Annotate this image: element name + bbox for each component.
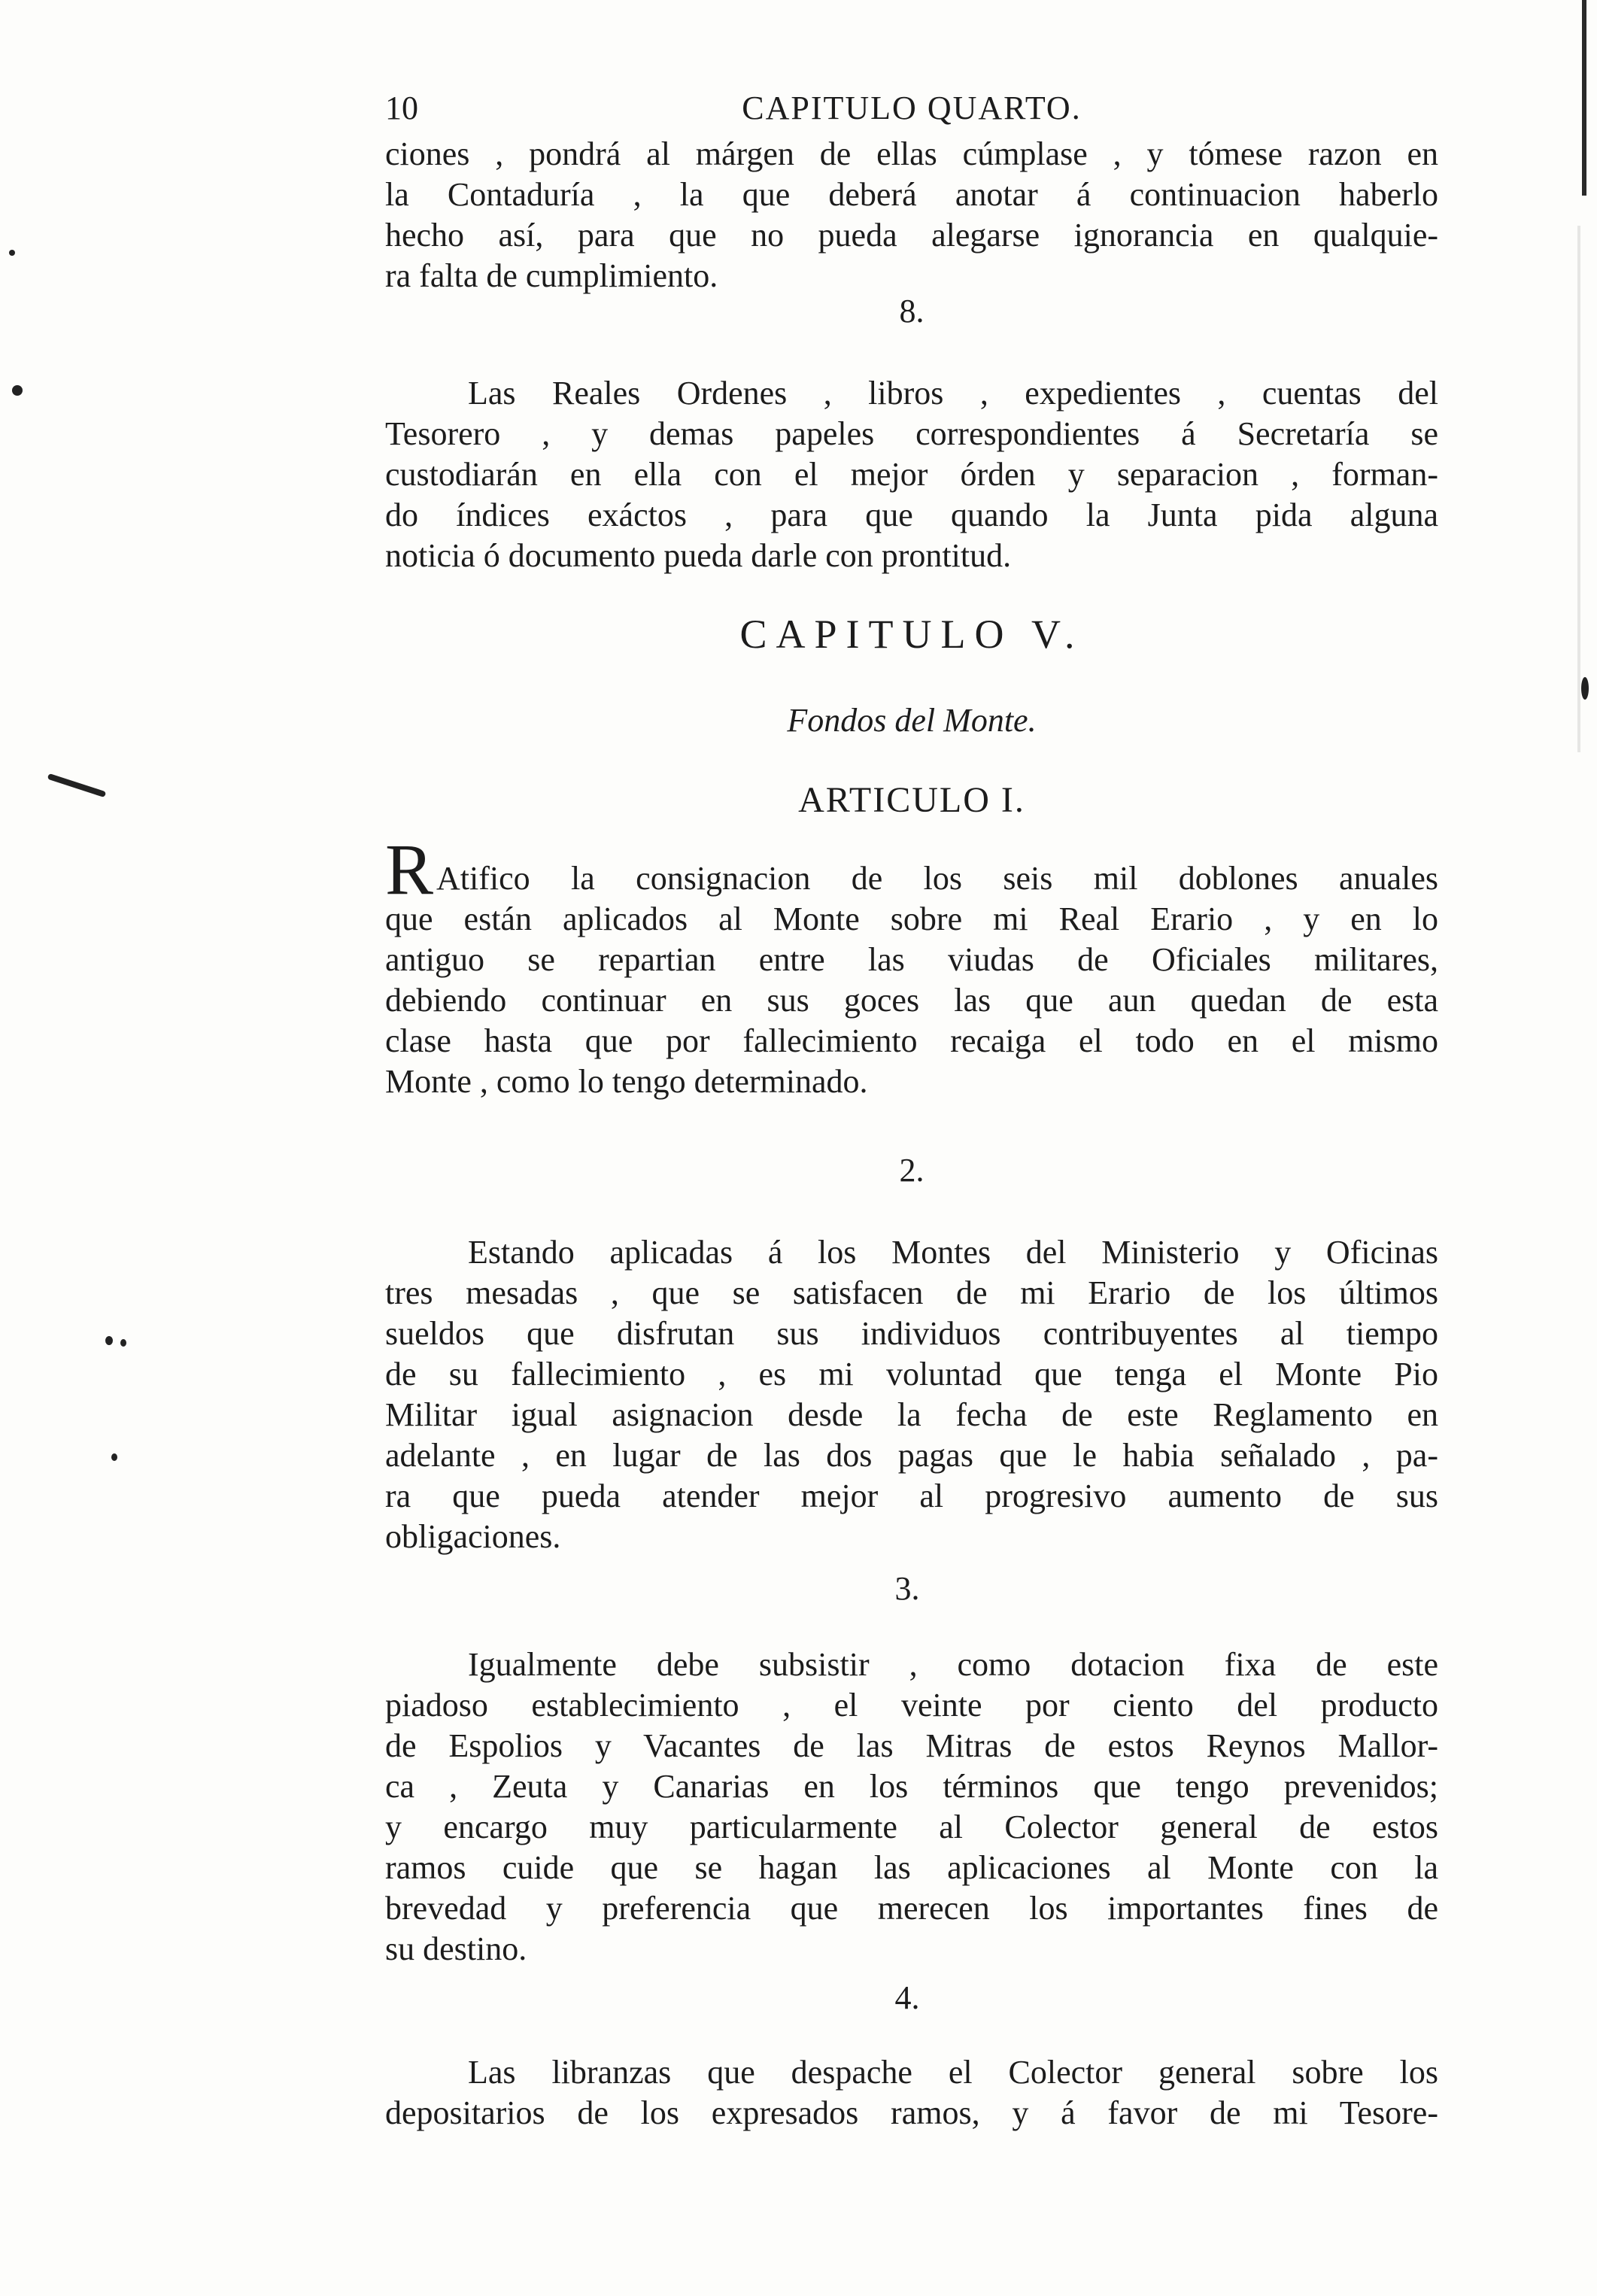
scan-edge-shadow <box>1582 0 1586 196</box>
text-line: clase hasta que por fallecimiento recaiga el todo en el mismo <box>385 1022 1438 1059</box>
text-line-rest: Atifico la consignacion de los seis mil doblones anuales <box>436 860 1438 897</box>
article-number: 4. <box>894 1979 920 2016</box>
paragraph-article-4 <box>385 2052 1438 2134</box>
text-line: debiendo continuar en sus goces las que aun quedan de esta <box>385 982 1438 1019</box>
text-line: Igualmente debe subsistir , como dotacion fixa de este <box>468 1646 1438 1683</box>
text-line: de su fallecimiento , es mi voluntad que tenga el Monte Pio <box>385 1356 1438 1392</box>
text-line: la Contaduría , la que deberá anotar á continuacion haberlo <box>385 176 1438 213</box>
text-line: ca , Zeuta y Canarias en los términos que tengo prevenidos; <box>385 1768 1438 1805</box>
margin-speck <box>111 1453 117 1461</box>
text-line: obligaciones. <box>385 1518 561 1555</box>
paragraph-continuation <box>385 134 1438 296</box>
text-line: ra que pueda atender mejor al progresivo aumento de sus <box>385 1478 1438 1514</box>
text-line: que están aplicados al Monte sobre mi Real Erario , y en lo <box>385 900 1438 937</box>
text-line: Estando aplicadas á los Montes del Ministerio y Oficinas <box>468 1234 1438 1271</box>
margin-speck <box>12 385 23 396</box>
text-line: su destino. <box>385 1930 527 1967</box>
drop-cap: R <box>385 829 434 910</box>
text-line: ra falta de cumplimiento. <box>385 257 718 294</box>
chapter-heading: CAPITULO V. <box>739 612 1084 657</box>
text-line: noticia ó documento pueda darle con prontitud. <box>385 537 1012 574</box>
text-line <box>385 829 1438 910</box>
text-line: de Espolios y Vacantes de las Mitras de estos Reynos Mallor- <box>385 1727 1438 1764</box>
text-line: ciones , pondrá al márgen de ellas cúmplase , y tómese razon en <box>385 135 1438 172</box>
text-line: Monte , como lo tengo determinado. <box>385 1063 868 1100</box>
text-line: Las libranzas que despache el Colector general sobre los <box>468 2054 1438 2091</box>
article-number: 3. <box>894 1570 920 1607</box>
paragraph-article-2 <box>385 1232 1438 1557</box>
text-line: custodiarán en ella con el mejor órden y separacion , forman- <box>385 456 1438 493</box>
text-line: piadoso establecimiento , el veinte por ciento del producto <box>385 1687 1438 1724</box>
text-line: antiguo se repartian entre las viudas de Oficiales militares, <box>385 941 1438 978</box>
article-number: 2. <box>899 1152 924 1189</box>
chapter-subtitle: Fondos del Monte. <box>787 702 1037 739</box>
text-line: adelante , en lugar de las dos pagas que le habia señalado , pa- <box>385 1437 1438 1474</box>
article-heading: ARTICULO I. <box>798 780 1025 820</box>
text-line: Militar igual asignacion desde la fecha de este Reglamento en <box>385 1396 1438 1433</box>
margin-speck <box>9 250 15 256</box>
margin-speck <box>105 1336 113 1345</box>
text-line: brevedad y preferencia que merecen los importantes fines de <box>385 1890 1438 1927</box>
text-line: ramos cuide que se hagan las aplicaciones al Monte con la <box>385 1849 1438 1886</box>
margin-speck <box>120 1339 126 1347</box>
scan-edge-fade <box>1577 226 1580 752</box>
paragraph-article-3 <box>385 1645 1438 1970</box>
text-line: tres mesadas , que se satisfacen de mi Erario de los últimos <box>385 1274 1438 1311</box>
running-header <box>385 89 1438 134</box>
text-line: hecho así, para que no pueda alegarse ignorancia en qualquie- <box>385 217 1438 254</box>
text-line: y encargo muy particularmente al Colector general de estos <box>385 1809 1438 1845</box>
margin-ink-mark <box>47 773 107 797</box>
text-line: sueldos que disfrutan sus individuos contribuyentes al tiempo <box>385 1315 1438 1352</box>
running-title: CAPITULO QUARTO. <box>742 90 1082 126</box>
text-line: depositarios de los expresados ramos, y á favor de mi Tesore- <box>385 2094 1438 2131</box>
text-line: do índices exáctos , para que quando la Junta pida alguna <box>385 497 1438 533</box>
page-number: 10 <box>385 90 418 126</box>
margin-speck <box>1581 677 1589 700</box>
text-line: Tesorero , y demas papeles correspondientes á Secretaría se <box>385 415 1438 452</box>
paragraph-article-1 <box>385 829 1438 1102</box>
article-number: 8. <box>899 293 924 330</box>
paragraph-article-8 <box>385 373 1438 576</box>
text-line: Las Reales Ordenes , libros , expedientes , cuentas del <box>468 375 1438 412</box>
